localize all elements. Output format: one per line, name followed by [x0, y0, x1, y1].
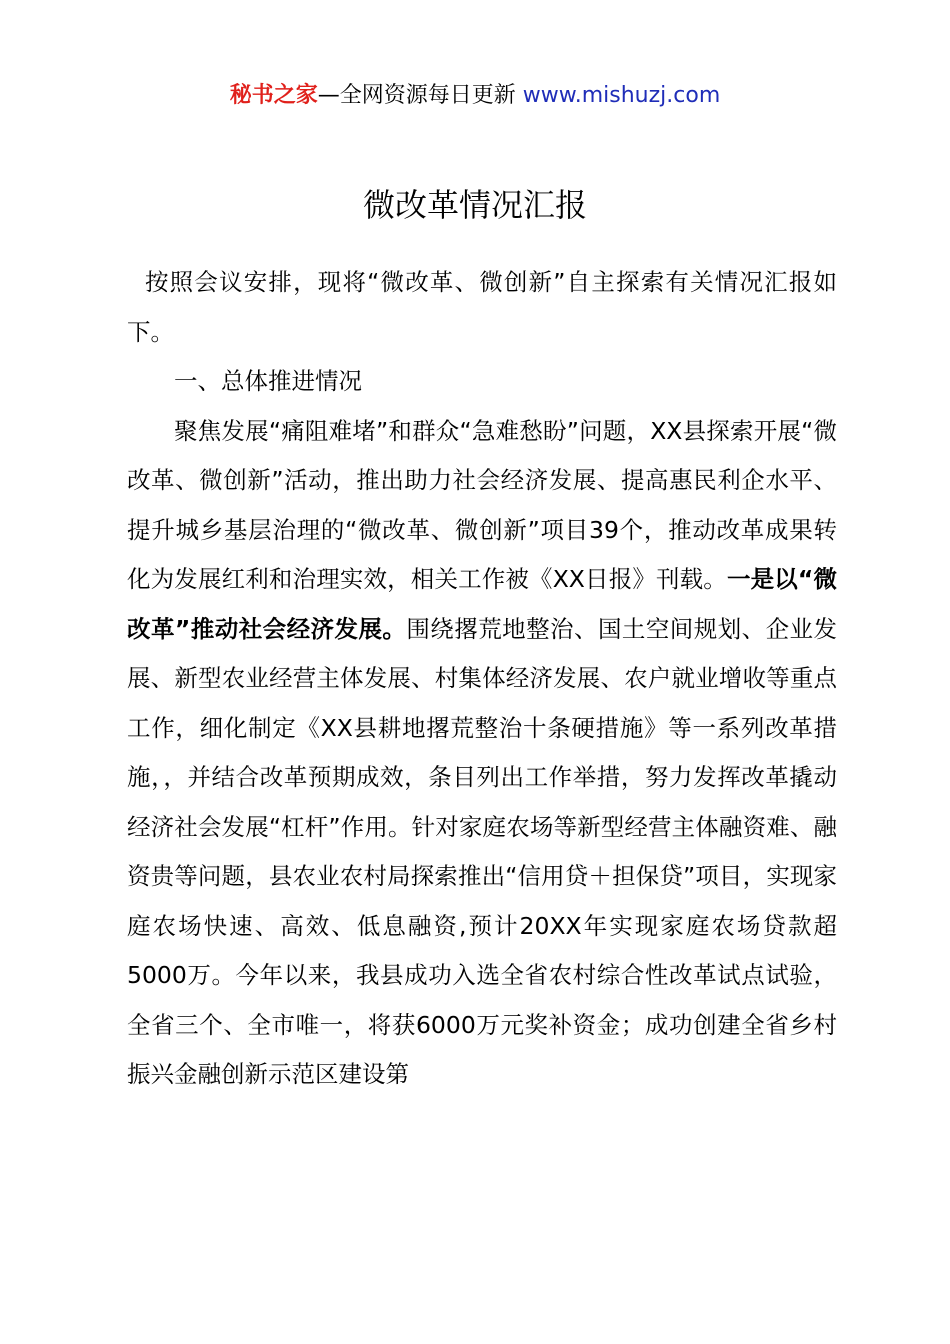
- paragraph-text: 聚焦发展“痛阻难堵”和群众“急难愁盼”问题，XX县探索开展“微改革、微创新”活动，推出助力社会经济发展、提高惠民利企水平、提升城乡基层治理的“微改革、微创新”项目39个，推动改革成果转化为发展红利和治理实效，相关工作被《XX日报》刊载。: [127, 416, 837, 593]
- bold-subheading: 一是以“微改革”推动社会经济发展。: [127, 565, 837, 643]
- intro-paragraph: 按照会议安排，现将“微改革、微创新”自主探索有关情况汇报如下。: [127, 268, 837, 346]
- site-banner: [0, 80, 950, 112]
- document-body: [127, 258, 837, 1100]
- section-heading: 一、总体推进情况: [174, 367, 362, 395]
- site-url-link[interactable]: www.mishuzj.com: [522, 83, 721, 108]
- body-paragraph: [127, 407, 837, 1100]
- brand-name: 秘书之家: [229, 83, 318, 108]
- document-title: 微改革情况汇报: [362, 186, 587, 224]
- banner-tagline: —全网资源每日更新: [317, 83, 523, 108]
- paragraph-text-continued: 围绕撂荒地整治、国土空间规划、企业发展、新型农业经营主体发展、村集体经济发展、农户就业增收等重点工作，细化制定《XX县耕地撂荒整治十条硬措施》等一系列改革措施，，并结合改革预期成效，条目列出工作举措，努力发挥改革撬动经济社会发展“杠杆”作用。针对家庭农场等新型经营主体融资难、融资贵等问题，县农业农村局探索推出“信用贷＋担保贷”项目，实现家庭农场快速、高效、低息融资,预计20XX年实现家庭农场贷款超5000万。今年以来，我县成功入选全省农村综合性改革试点试验，全省三个、全市唯一，将获6000万元奖补资金；成功创建全省乡村振兴金融创新示范区建设第: [127, 614, 837, 1088]
